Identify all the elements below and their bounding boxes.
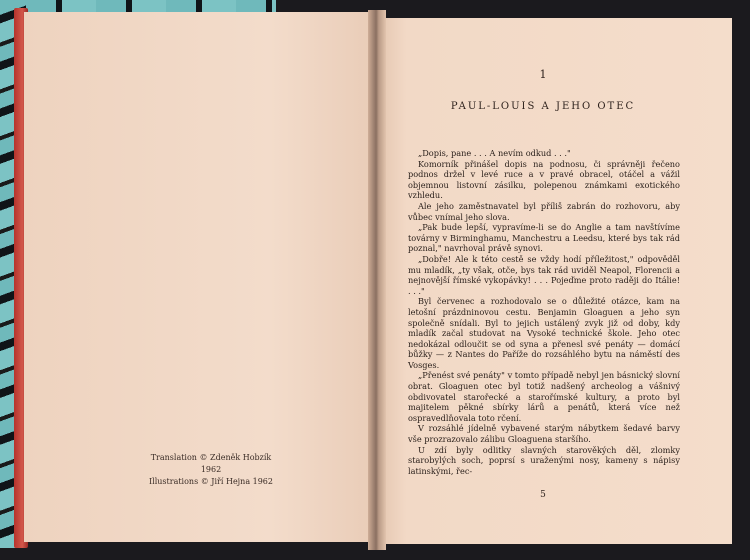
- paragraph: „Pak bude lepší, vypravíme-li se do Anglie a tam navštívíme továrny v Birminghamu, Manchestru a Leedsu, které bys tak rád poznal," navrhoval právě synovi.: [408, 222, 680, 254]
- book-gutter: [368, 10, 386, 550]
- chapter-body: [408, 148, 680, 476]
- paragraph: Ale jeho zaměstnavatel byl příliš zabrán do rozhovoru, aby vůbec vnímal jeho slova.: [408, 200, 680, 222]
- paragraph: U zdí byly odlitky slavných starověkých děl, zlomky starobylých soch, poprsí s uraženými nosy, kameny s nápisy latinskými, řec-: [408, 444, 680, 476]
- page-number: 5: [540, 490, 546, 500]
- book-cover-top-edge: [26, 0, 276, 12]
- paragraph: „Dopis, pane . . . A nevím odkud . . .": [418, 148, 571, 158]
- copyright-translation: Translation © Zdeněk Hobzík 1962: [150, 453, 272, 474]
- copyright-notice: [146, 452, 276, 488]
- paragraph: „Dobře! Ale k této cestě se vždy hodí příležitost," odpověděl mu mladík, „ty však, otče, bys tak rád uviděl Neapol, Florencii a nejnovější římské vykopávky! . . . Pojeďme proto raději do Itálie! . . .": [408, 253, 680, 296]
- chapter-title: PAUL-LOUIS A JEHO OTEC: [450, 101, 636, 112]
- paragraph: Byl červenec a rozhodovalo se o důležité otázce, kam na letošní prázdninovou cestu. Benjamin Gloaguen a jeho syn společně snídali. Byl to jejich ustálený zvyk již od doby, kdy mladík začal studovat na Vysoké technické škole. Jeho otec nedokázal odloučit se od syna a přenesl své penáty — domácí bůžky — z Nantes do Paříže do rozsáhlého bytu na náměstí des Vosges.: [408, 296, 680, 370]
- paragraph: Komorník přinášel dopis na podnosu, či správněji řečeno podnos držel v levé ruce a v pravé obracel, otáčel a vážil objemnou listovní zásilku, polepenou známkami exotického vzhledu.: [408, 158, 680, 201]
- paragraph: V rozsáhlé jídelně vybavené starým nábytkem šedavé barvy vše prozrazovalo zálibu Gloaguena staršího.: [408, 423, 680, 445]
- chapter-number: 1: [539, 68, 547, 81]
- copyright-illustrations: Illustrations © Jiří Hejna 1962: [149, 477, 273, 486]
- paragraph: „Přenést své penáty" v tomto případě nebyl jen básnický slovní obrat. Gloaguen otec byl totiž nadšený archeolog a vášnivý obdivovatel starořecké a starořímské kultury, a proto byl majitelem pěkné sbírky lárů a penátů, která více než ospravedlňovala toto rčení.: [408, 370, 680, 423]
